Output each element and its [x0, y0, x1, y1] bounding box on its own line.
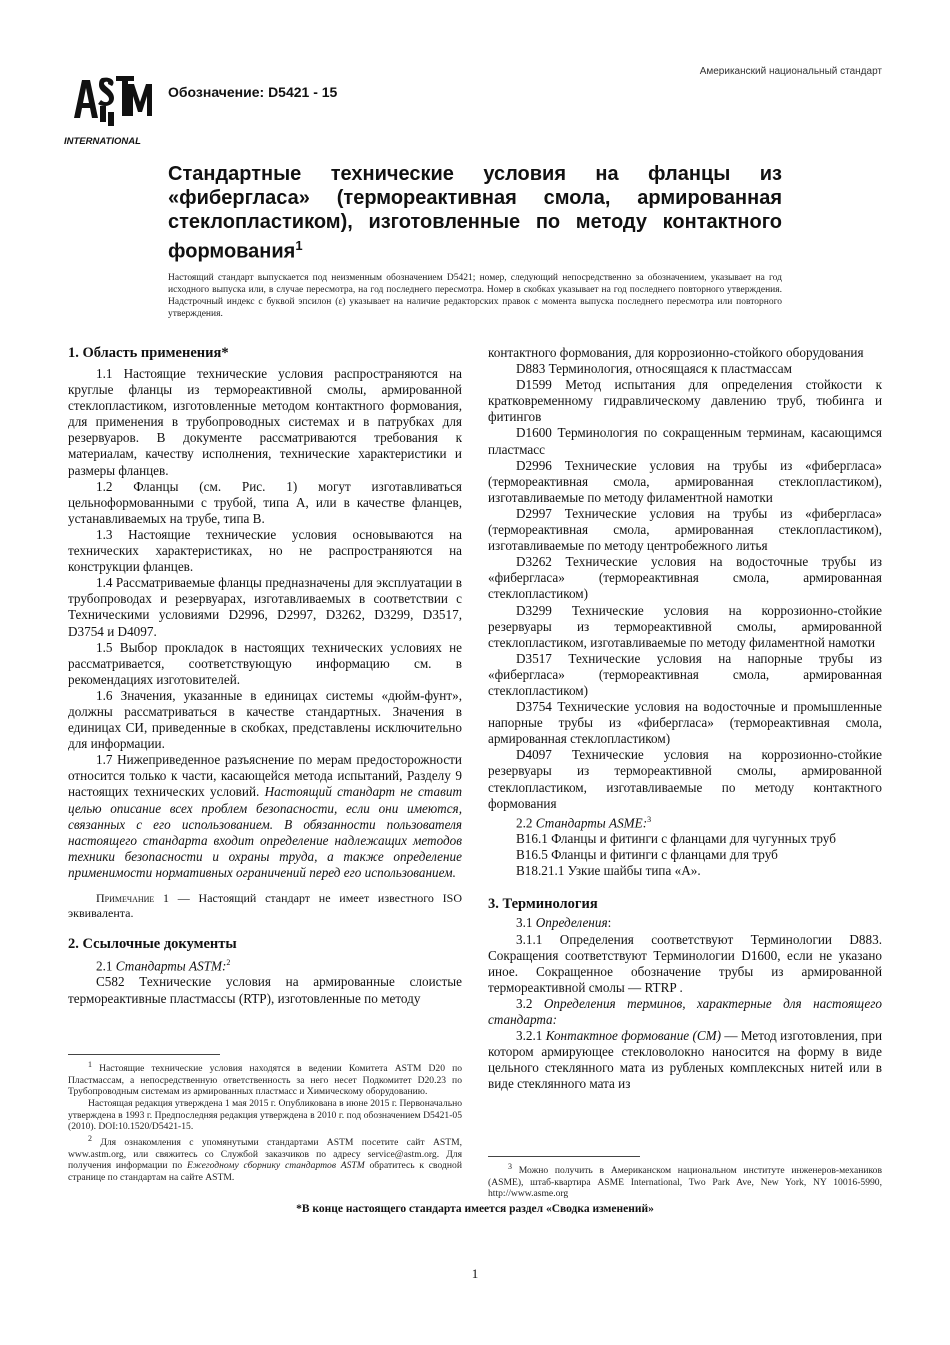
note-1-text: — Настоящий стандарт не имеет известного ISO эквивалента.	[68, 891, 462, 920]
right-column	[488, 345, 882, 1093]
ref-d3754: D3754 Технические условия на водосточные и промышленные напорные трубы из «фибергласа» (термореактивная смола, армированная стеклопластиком)	[488, 699, 882, 747]
para-3-1-1: 3.1.1 Определения соответствуют Терминологии D883. Сокращения соответствуют Терминологии D1600, если не указано иное. Сокращенное обозначение трубы из армированной термореактивной смолы — RTRP .	[488, 931, 882, 995]
footnote-1-num: 1	[88, 1060, 92, 1069]
para-3-2-text: Определения терминов, характерные для настоящего стандарта:	[488, 995, 883, 1028]
para-3-2	[488, 996, 882, 1028]
title-footnote-ref: 1	[295, 238, 303, 253]
ref-b16-5: B16.5 Фланцы и фитинги с фланцами для труб	[516, 847, 778, 863]
para-2-1-footnote-ref: 2	[226, 958, 231, 967]
footnote-2-text: Для ознакомления с упомянутыми стандартами ASTM посетите сайт ASTM, www.astm.org, или свяжитесь со Службой заказчиков по адресу service@astm.org. Для получения информации по	[68, 1136, 462, 1172]
ref-d2997: D2997 Технические условия на трубы из «фибергласа» (термореактивная смола, армированная стеклопластиком), изготавливаемые по методу центробежного литья	[488, 505, 882, 554]
logo-subtext: INTERNATIONAL	[64, 136, 141, 147]
title-text: Стандартные технические условия на фланцы из «фибергласа» (термореактивная смола, армированная стеклопластиком), изготовленные по методу контактного формования	[168, 163, 782, 263]
para-2-2-num: 2.2	[516, 815, 536, 831]
ref-d1599: D1599 Метод испытания для определения стойкости к кратковременному гидравлическому давлению труб, тюбинга и фитингов	[488, 377, 882, 425]
section-1-title: 1. Область применения*	[68, 345, 229, 361]
para-3-2-num: 3.2	[516, 995, 544, 1011]
footnote-3	[488, 1161, 882, 1200]
ref-d4097: D4097 Технические условия на коррозионно-стойкие резервуары из термореактивной смолы, армированной стеклопластиком, изготавливаемые по методу контактного формования	[488, 747, 882, 811]
para-1-6: 1.6 Значения, указанные в единицах системы «дюйм-фунт», должны рассматриваться в качестве стандартных. Значения в единицах СИ, приведенные в скобках, представлены исключительно для информации.	[68, 687, 462, 752]
note-1-label: Примечание 1	[96, 891, 170, 905]
footnote-1b: Настоящая редакция утверждена 1 мая 2015 г. Опубликована в июне 2015 г. Первоначально утверждена в 1993 г. Предпоследняя редакция утверждена в 2010 г. под обозначением D5421-05 (2010). DOI:10.1520/D5421-15.	[68, 1097, 462, 1133]
para-2-2	[488, 812, 882, 831]
page-number: 1	[471, 1266, 479, 1281]
para-2-2-footnote-ref: 3	[647, 814, 652, 824]
para-1-1: 1.1 Настоящие технические условия распространяются на круглые фланцы из термореактивной смолы, армированной стеклопластиком, изготовленные методом контактного формования, для применения в трубопроводных системах и в патрубках для резервуаров. В документе рассматриваются требования к материалам, качеству исполнения, технические характеристики и размеры фланцев.	[68, 366, 462, 478]
para-3-2-1-num: 3.2.1	[516, 1028, 546, 1044]
para-3-1	[488, 915, 882, 931]
ref-c582-cont: контактного формования, для коррозионно-стойкого оборудования	[488, 345, 864, 360]
footnote-rule-left	[68, 1054, 220, 1055]
footnotes-left	[68, 1059, 462, 1183]
footnote-rule-right	[488, 1156, 640, 1157]
para-1-7-text: 1.7 Нижеприведенное разъяснение по мерам предосторожности относится только к части, касающейся метода испытаний, Разделу 9 настоящих технических условий.	[68, 752, 462, 800]
footnote-2-italic: Ежегодному сборнику стандартов ASTM	[186, 1160, 365, 1172]
para-1-7-safety: Настоящий стандарт не ставит целью описание всех проблем безопасности, если они имеются, связанных с его использованием. В обязанности пользователя настоящего стандарта входит определение надлежащих методов техники безопасности и охраны труда, а также определение применимости нормативных ограничений перед его использованием.	[68, 784, 462, 880]
ref-d1600: D1600 Терминология по сокращенным терминам, касающимся пластмасс	[488, 425, 882, 457]
para-3-1-colon: :	[607, 915, 612, 931]
para-3-2-1-term: Контактное формование (CM)	[545, 1028, 722, 1044]
astm-logo	[62, 72, 158, 152]
astm-logo-icon	[62, 72, 158, 152]
footnote-1-text: Настоящие технические условия находятся в ведении Комитета ASTM D20 по Пластмассам, а непосредственную ответственность за него несет Подкомитет D20.23 по Трубопроводным системам из армированных пластмасс и Химическому оборудованию.	[68, 1063, 462, 1098]
left-column	[68, 344, 462, 1007]
ref-b18-21-1: B18.21.1 Узкие шайбы типа «A».	[516, 863, 701, 879]
ref-d2996: D2996 Технические условия на трубы из «фибергласа» (термореактивная смола, армированная стеклопластиком), изготавливаемые по методу филаментной намотки	[488, 457, 882, 505]
para-3-1-num: 3.1	[516, 915, 536, 931]
ref-c582: C582 Технические условия на армированные слоистые термореактивные пластмассы (RTP), изготовленные по методу	[68, 974, 462, 1006]
page-title	[168, 162, 782, 264]
para-1-4: 1.4 Рассматриваемые фланцы предназначены для эксплуатации в трубопроводах и резервуарах, изготавливаемых в соответствии с Техническими условиями D2996, D2997, D3262, D3299, D3517, D3754 и D4097.	[68, 575, 462, 639]
footnote-1	[68, 1059, 462, 1098]
ref-d3517: D3517 Технические условия на напорные трубы из «фибергласа» (термореактивная смола, армированная стеклопластиком)	[488, 650, 882, 698]
para-2-1-text: Стандарты ASTM:	[115, 958, 227, 974]
para-1-7	[68, 752, 462, 881]
section-2-title: 2. Ссылочные документы	[68, 936, 237, 952]
para-1-5: 1.5 Выбор прокладок в настоящих технических условиях не рассматривается, соответствующую информацию см. в рекомендациях изготовителей.	[68, 639, 462, 687]
footnote-2-text-end: обратитесь к сводной странице по стандартам на сайте ASTM.	[68, 1160, 462, 1183]
standard-type-label: Американский национальный стандарт	[699, 66, 882, 77]
para-2-1-num: 2.1	[96, 958, 116, 974]
para-2-1	[68, 955, 462, 974]
section-3-title: 3. Терминология	[488, 896, 598, 913]
para-1-2: 1.2 Фланцы (см. Рис. 1) могут изготавливаться цельноформованными с трубой, типа A, или в качестве фланцев, устанавливаемых на трубе, типа B.	[68, 478, 462, 526]
para-1-3: 1.3 Настоящие технические условия основываются на технических характеристиках, но не распространяются на конструкции фланцев.	[68, 526, 462, 575]
intro-paragraph: Настоящий стандарт выпускается под неизменным обозначением D5421; номер, следующий непосредственно за обозначением, указывает на год исходного выпуска или, в случае пересмотра, на год последнего пересмотра. Номер в скобках указывает на год последнего повторного утверждения. Надстрочный индекс с буквой эпсилон (ε) указывает на наличие редакторских правок с момента выпуска последнего пересмотра или повторного утверждения.	[168, 273, 782, 319]
footnote-3-text: Можно получить в Американском национальном институте инженеров-механиков (ASME), штаб-квартира ASME International, Two Park Ave, New York, NY 10016-5990, http://www.asme.org	[488, 1165, 882, 1200]
summary-of-changes-note: *В конце настоящего стандарта имеется раздел «Сводка изменений»	[296, 1203, 654, 1215]
ref-b16-1: B16.1 Фланцы и фитинги с фланцами для чугунных труб	[516, 831, 836, 847]
note-1	[68, 891, 462, 921]
footnote-2-num: 2	[88, 1133, 92, 1143]
footnote-3-num: 3	[508, 1162, 512, 1171]
footnote-2	[68, 1133, 462, 1184]
para-2-2-text: Стандарты ASME:	[535, 815, 648, 831]
ref-d883: D883 Терминология, относящаяся к пластмассам	[516, 361, 792, 377]
ref-d3262: D3262 Технические условия на водосточные трубы из «фибергласа» (термореактивная смола, армированная стеклопластиком)	[488, 554, 882, 602]
ref-d3299: D3299 Технические условия на коррозионно-стойкие резервуары из термореактивной смолы, армированной стеклопластиком, изготавливаемые по методу филаментной намотки	[488, 602, 882, 650]
para-3-1-text: Определения	[535, 915, 608, 931]
para-3-2-1	[488, 1028, 882, 1092]
designation: Обозначение: D5421 - 15	[168, 84, 338, 100]
footnotes-right	[488, 1161, 882, 1200]
para-3-2-1-text: — Метод изготовления, при котором армирующее стекловолокно наносится на форму в виде цельного стеклянного мата из рубленых комплексных нитей или в виде стеклянного мата из	[488, 1028, 883, 1092]
